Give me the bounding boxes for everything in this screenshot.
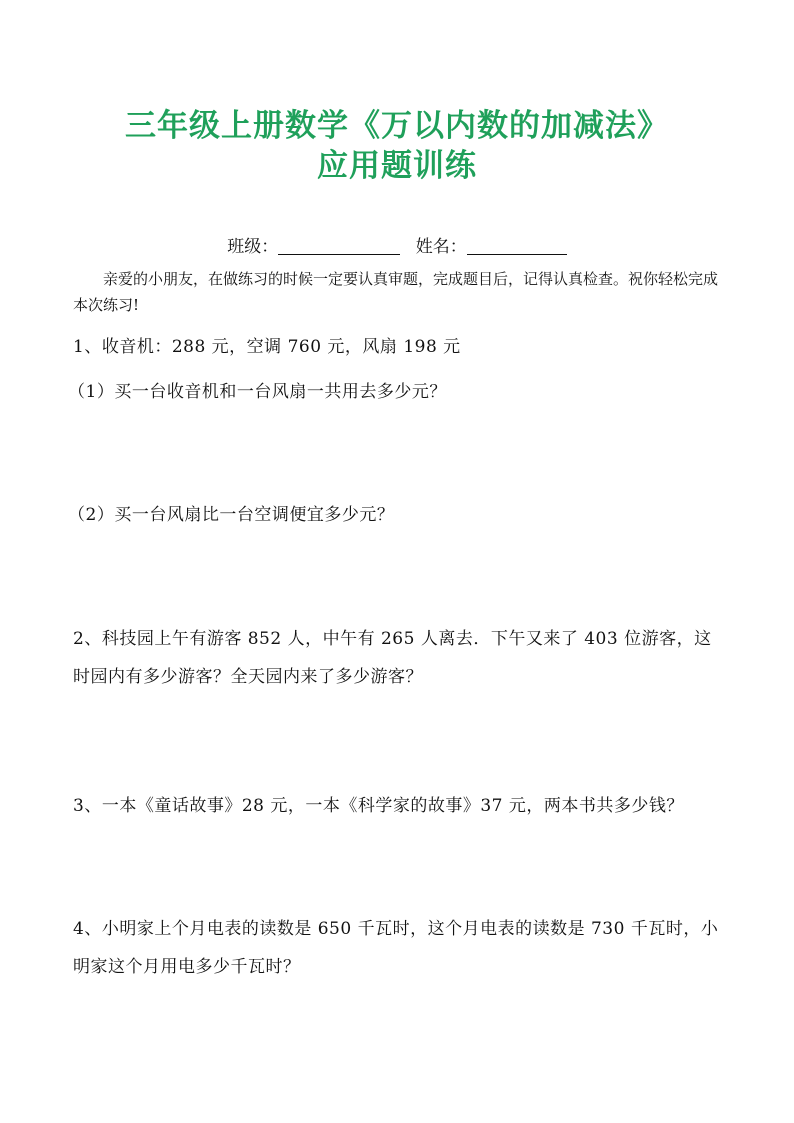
question-4: 4、小明家上个月电表的读数是 650 千瓦时，这个月电表的读数是 730 千瓦时，小明家这个月用电多少千瓦时？ [73, 919, 719, 977]
class-blank[interactable] [278, 236, 400, 255]
question-3: 3、一本《童话故事》28 元，一本《科学家的故事》37 元，两本书共多少钱？ [73, 796, 684, 816]
student-info-line [0, 232, 794, 257]
class-label: 班级： [227, 237, 279, 257]
question-1-part-2: （2）买一台风扇比一台空调便宜多少元？ [68, 505, 395, 525]
question-2: 2、科技园上午有游客 852 人，中午有 265 人离去．下午又来了 403 位游客，这时园内有多少游客？全天园内来了多少游客？ [73, 629, 712, 687]
intro-text: 亲爱的小朋友，在做练习的时候一定要认真审题，完成题目后，记得认真检查。祝你轻松完成本次练习! [73, 270, 719, 314]
worksheet-title: 三年级上册数学《万以内数的加减法》 [125, 108, 669, 144]
worksheet-subtitle: 应用题训练 [317, 148, 477, 184]
name-label: 姓名： [415, 237, 467, 257]
question-1-part-1: （1）买一台收音机和一台风扇一共用去多少元？ [68, 382, 447, 402]
name-blank[interactable] [467, 236, 567, 255]
question-1: 1、收音机：288 元，空调 760 元，风扇 198 元 [73, 337, 461, 357]
